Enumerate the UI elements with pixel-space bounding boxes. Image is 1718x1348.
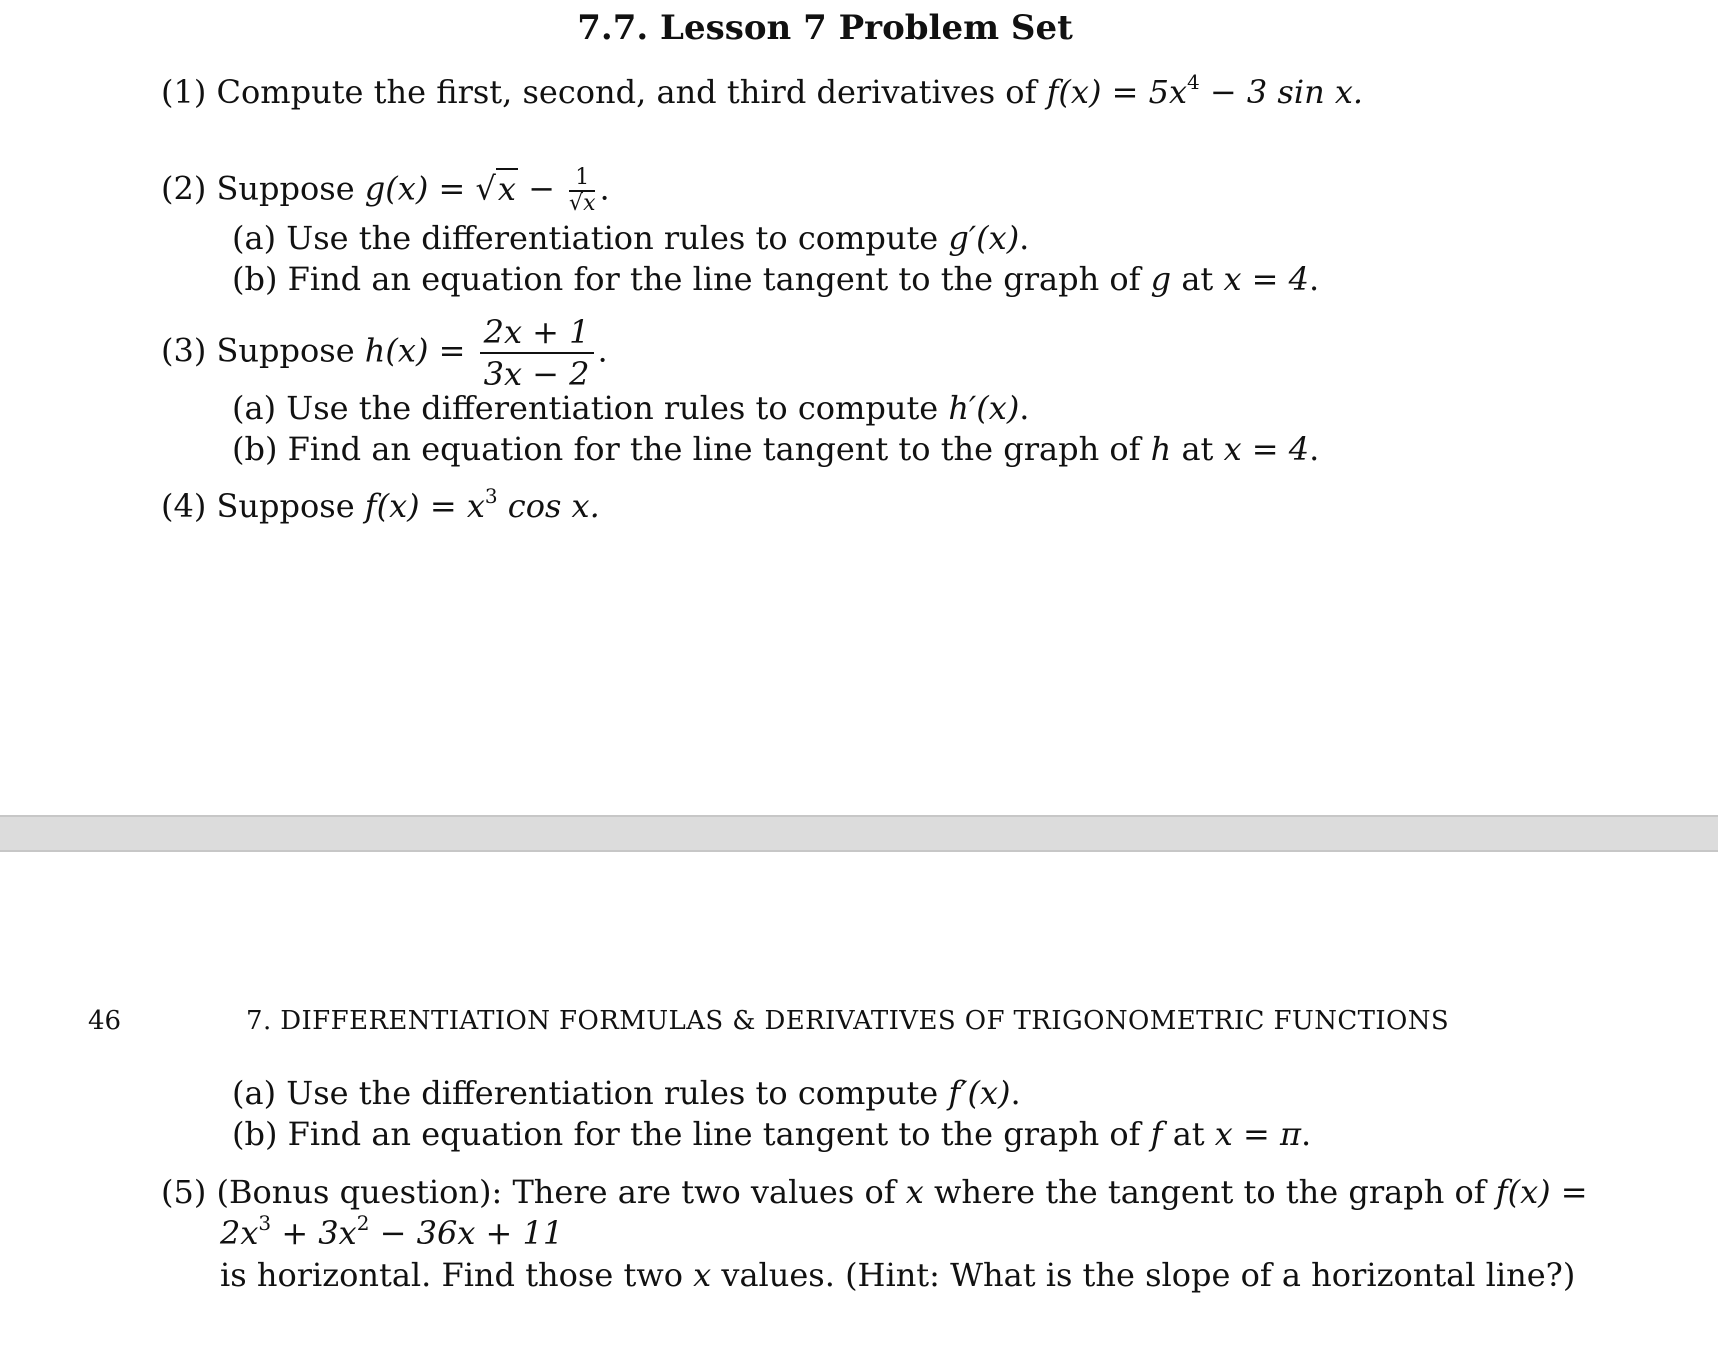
problem-5-line3b: values. (Hint: What is the slope of a horizontal line?): [721, 1256, 1576, 1294]
problem-1-text: Compute the first, second, and third derivatives of: [216, 73, 1037, 111]
problem-4a-math: f′(x): [948, 1074, 1011, 1112]
problem-5-line-3: [220, 1255, 1575, 1295]
problem-1-formula-rhs: − 3 sin x.: [1199, 73, 1364, 111]
problem-5-var: x: [905, 1173, 924, 1211]
problem-3-text: Suppose: [216, 331, 355, 370]
problem-5-fx: f(x) =: [1495, 1173, 1588, 1211]
problem-2-minus: −: [517, 169, 566, 208]
problem-5-label: (5): [161, 1173, 207, 1211]
problem-3-end: .: [597, 331, 608, 370]
problem-5-poly-b: + 3x: [271, 1214, 357, 1252]
problem-2: [161, 166, 610, 216]
problem-2a-text: Use the differentiation rules to compute: [286, 219, 939, 257]
problem-4-label: (4): [161, 487, 207, 525]
problem-3-lhs: h(x) =: [364, 331, 466, 370]
page-separator: [0, 815, 1718, 852]
problem-2-radicand: x: [497, 169, 516, 208]
problem-2a: [232, 218, 1029, 258]
problem-3b-at: at: [1181, 430, 1214, 468]
problem-4b-end: .: [1301, 1115, 1312, 1153]
problem-5-line-2: [220, 1213, 563, 1253]
problem-4-text: Suppose: [216, 487, 355, 525]
section-title: 7.7. Lesson 7 Problem Set: [577, 8, 1073, 48]
problem-4b-cond: x = π: [1214, 1115, 1302, 1153]
problem-3a-end: .: [1019, 389, 1030, 427]
problem-4a-end: .: [1010, 1074, 1021, 1112]
problem-4a-label: (a): [232, 1074, 277, 1112]
problem-1-label: (1): [161, 73, 207, 111]
running-head: 7. DIFFERENTIATION FORMULAS & DERIVATIVES OF TRIGONOMETRIC FUNCTIONS: [246, 1006, 1450, 1036]
problem-4: [161, 486, 600, 526]
problem-5-exp2: 2: [356, 1211, 370, 1235]
problem-2-frac-den: √x: [569, 191, 596, 216]
problem-3a-text: Use the differentiation rules to compute: [286, 389, 939, 427]
problem-4-rhs: cos x.: [497, 487, 600, 525]
problem-5-exp1: 3: [258, 1211, 272, 1235]
problem-2-fraction: [569, 166, 595, 216]
problem-5-line3a: is horizontal. Find those two: [220, 1256, 683, 1294]
problem-1-formula-lhs: f(x) = 5x: [1046, 73, 1187, 111]
problem-3b-end: .: [1309, 430, 1320, 468]
problem-4-lhs: f(x) = x: [364, 487, 485, 525]
problem-2b-at: at: [1181, 260, 1214, 298]
problem-5-poly-c: − 36x + 11: [369, 1214, 564, 1252]
problem-4b-at: at: [1172, 1115, 1205, 1153]
problem-2-end: .: [599, 169, 610, 208]
problem-3-frac-den: 3x − 2: [483, 355, 590, 393]
problem-1-exponent: 4: [1187, 70, 1200, 94]
problem-4b-text: Find an equation for the line tangent to the graph of: [287, 1115, 1141, 1153]
problem-4b-label: (b): [232, 1115, 278, 1153]
problem-2b-text: Find an equation for the line tangent to the graph of: [287, 260, 1141, 298]
problem-2a-label: (a): [232, 219, 277, 257]
problem-2a-math: g′(x): [948, 219, 1020, 257]
problem-3-frac-num: 2x + 1: [480, 312, 594, 354]
problem-2b: [232, 259, 1319, 299]
problem-4a-text: Use the differentiation rules to compute: [286, 1074, 939, 1112]
problem-3b-text: Find an equation for the line tangent to the graph of: [287, 430, 1141, 468]
problem-4b-var: f: [1150, 1115, 1163, 1153]
problem-4-exponent: 3: [484, 484, 498, 508]
problem-5-line1: (Bonus question): There are two values of: [216, 1173, 896, 1211]
problem-3a: [232, 388, 1029, 428]
problem-2-text: Suppose: [216, 169, 355, 208]
problem-1: [161, 72, 1363, 112]
problem-3b: [232, 429, 1319, 469]
problem-2b-label: (b): [232, 260, 278, 298]
problem-2b-cond: x = 4: [1223, 260, 1309, 298]
problem-2-frac-num: 1: [569, 166, 595, 192]
problem-3a-label: (a): [232, 389, 277, 427]
problem-2b-var: g: [1150, 260, 1172, 298]
problem-3b-var: h: [1150, 430, 1172, 468]
problem-4a: [232, 1073, 1021, 1113]
problem-2a-end: .: [1019, 219, 1030, 257]
page-number: 46: [88, 1006, 122, 1036]
problem-3: [161, 312, 608, 394]
problem-3-fraction: [480, 312, 594, 394]
problem-3b-cond: x = 4: [1223, 430, 1310, 468]
problem-3b-label: (b): [232, 430, 278, 468]
problem-4b: [232, 1114, 1311, 1154]
problem-3-label: (3): [161, 331, 207, 370]
problem-5-line3var: x: [693, 1256, 712, 1294]
problem-5-poly-a: 2x: [220, 1214, 259, 1252]
problem-5-line-1: [161, 1172, 1588, 1212]
problem-2-lhs: g(x) = √: [364, 169, 496, 208]
problem-2-label: (2): [161, 169, 207, 208]
problem-3a-math: h′(x): [948, 389, 1020, 427]
problem-5-line1b: where the tangent to the graph of: [933, 1173, 1486, 1211]
problem-2b-end: .: [1309, 260, 1320, 298]
